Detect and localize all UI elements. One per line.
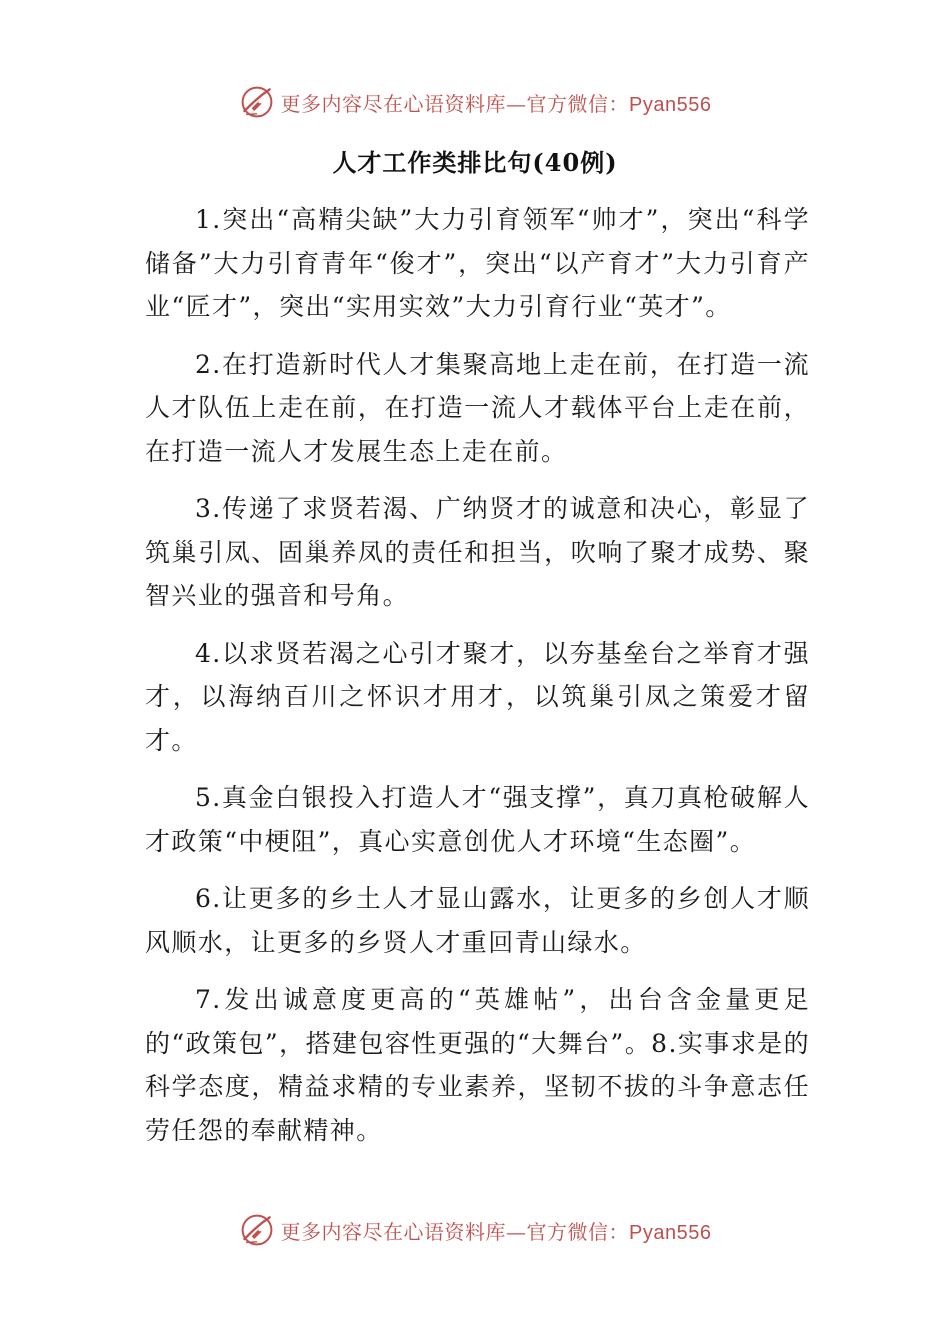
wechat-id: Pyan556 xyxy=(629,93,712,116)
paragraph-2: 2.在打造新时代人才集聚高地上走在前，在打造一流人才队伍上走在前，在打造一流人才载体平台上走在前，在打造一流人才发展生态上走在前。 xyxy=(145,349,810,466)
document-title: 人才工作类排比句(40例) xyxy=(332,148,618,177)
footer-banner xyxy=(0,1212,950,1248)
paragraph-7: 7.发出诚意度更高的“英雄帖”，出台含金量更足的“政策包”，搭建包容性更强的“大舞台”。8.实事求是的科学态度，精益求精的专业素养，坚韧不拔的斗争意志任劳任怨的奉献精神。 xyxy=(145,985,810,1145)
wechat-id: Pyan556 xyxy=(629,1221,712,1244)
paragraph-3: 3.传递了求贤若渴、广纳贤才的诚意和决心，彰显了筑巢引凤、固巢养凤的责任和担当，吹响了聚才成势、聚智兴业的强音和号角。 xyxy=(145,494,810,610)
paragraph-6: 6.让更多的乡土人才显山露水，让更多的乡创人才顺风顺水，让更多的乡贤人才重回青山绿水。 xyxy=(145,884,810,957)
pen-nib-logo-icon xyxy=(239,1212,275,1248)
banner-text: 更多内容尽在心语资料库—官方微信：Pyan556 xyxy=(280,91,712,116)
pen-nib-logo-icon xyxy=(239,84,275,120)
paragraph-5: 5.真金白银投入打造人才“强支撑”，真刀真枪破解人才政策“中梗阻”，真心实意创优人才环境“生态圈”。 xyxy=(145,783,810,856)
document-body xyxy=(145,198,810,1166)
paragraph-4: 4.以求贤若渴之心引才聚才，以夯基垒台之举育才强才，以海纳百川之怀识才用才，以筑巢引凤之策爱才留才。 xyxy=(145,638,810,755)
header-banner xyxy=(0,84,950,120)
banner-text: 更多内容尽在心语资料库—官方微信：Pyan556 xyxy=(280,1219,712,1244)
paragraph-1: 1.突出“高精尖缺”大力引育领军“帅才”，突出“科学储备”大力引育青年“俊才”，突出“以产育才”大力引育产业“匠才”，突出“实用实效”大力引育行业“英才”。 xyxy=(145,205,810,321)
